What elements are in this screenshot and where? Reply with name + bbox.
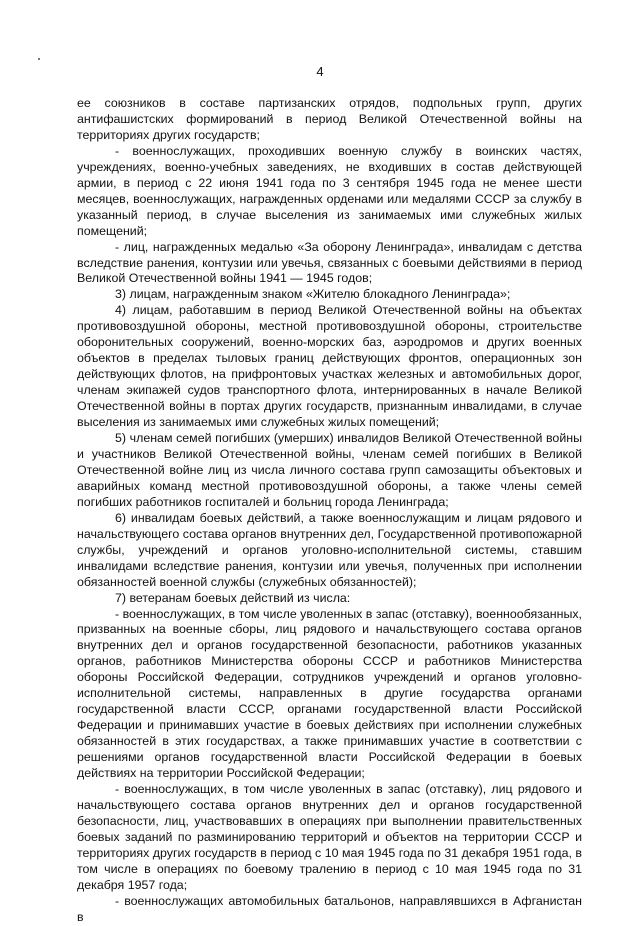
paragraph: - военнослужащих, в том числе уволенных в запас (отставку), лиц рядового и начальствующего состава органов внутренних дел и органов государственной безопасности, лиц, участвовавших в операциях при выполнении правительственных боевых заданий по разминированию территорий и объектов на территории СССР и территориях других государств в период с 10 мая 1945 года по 31 декабря 1951 года, в том числе в операциях по боевому тралению в период с 10 мая 1945 года по 31 декабря 1957 года; (77, 781, 582, 892)
paragraph: - военнослужащих, в том числе уволенных в запас (отставку), военнообязанных, призванных на военные сборы, лиц рядового и начальствующего состава органов внутренних дел и органов государственной безопасности, работников указанных органов, работников Министерства обороны СССР и работников Министерства обороны Российской Федерации, сотрудников учреждений и органов уголовно-исполнительной системы, направленных в другие государства органами государственной власти СССР, органами государственной власти Российской Федерации и принимавших участие в боевых действиях при исполнении служебных обязанностей в этих государствах, а также принимавших участие в соответствии с решениями органов государственной власти Российской Федерации в боевых действиях на территории Российской Федерации; (77, 606, 582, 781)
document-body (77, 96, 582, 926)
paragraph: 7) ветеранам боевых действий из числа: (115, 590, 351, 605)
scan-speck (38, 58, 40, 60)
paragraph: - лиц, награжденных медалью «За оборону Ленинграда», инвалидам с детства вследствие ранения, контузии или увечья, связанных с боевыми действиями в период Великой Отечественной войны 1941 — 1945 годов; (77, 239, 582, 286)
paragraph: 5) членам семей погибших (умерших) инвалидов Великой Отечественной войны и участников Великой Отечественной войны, членам семей погибших в Великой Отечественной войне лиц из числа личного состава групп самозащиты объектовых и аварийных команд местной противовоздушной обороны, а также члены семей погибших работников госпиталей и больниц города Ленинграда; (77, 431, 582, 509)
paragraph: ее союзников в составе партизанских отрядов, подпольных групп, других антифашистских формирований в период Великой Отечественной войны на территориях других государств; (77, 96, 582, 142)
paragraph: - военнослужащих автомобильных батальонов, направлявшихся в Афганистан в (77, 893, 582, 924)
paragraph: 4) лицам, работавшим в период Великой Отечественной войны на объектах противовоздушной обороны, местной противовоздушной обороны, строительстве оборонительных сооружений, военно-морских баз, аэродромов и других военных объектов в пределах тыловых границ действующих фронтов, операционных зон действующих флотов, на прифронтовых участках железных и автомобильных дорог, членам экипажей судов транспортного флота, интернированных в начале Великой Отечественной войны в портах других государств, признанным инвалидами, в случае выселения из занимаемых ими служебных жилых помещений; (77, 303, 582, 430)
paragraph: - военнослужащих, проходивших военную службу в воинских частях, учреждениях, военно-учебных заведениях, не входивших в состав действующей армии, в период с 22 июня 1941 года по 3 сентября 1945 года не менее шести месяцев, военнослужащих, награжденных орденами или медалями СССР за службу в указанный период, в случае выселения из занимаемых ими служебных жилых помещений; (77, 143, 582, 238)
paragraph: 6) инвалидам боевых действий, а также военнослужащим и лицам рядового и начальствующего состава органов внутренних дел, Государственной противопожарной службы, учреждений и органов уголовно-исполнительной системы, ставшим инвалидами вследствие ранения, контузии или увечья, полученных при исполнении обязанностей военной службы (служебных обязанностей); (77, 510, 582, 589)
page-number: 4 (316, 64, 324, 79)
paragraph: 3) лицам, награжденным знаком «Жителю блокадного Ленинграда»; (115, 287, 511, 302)
